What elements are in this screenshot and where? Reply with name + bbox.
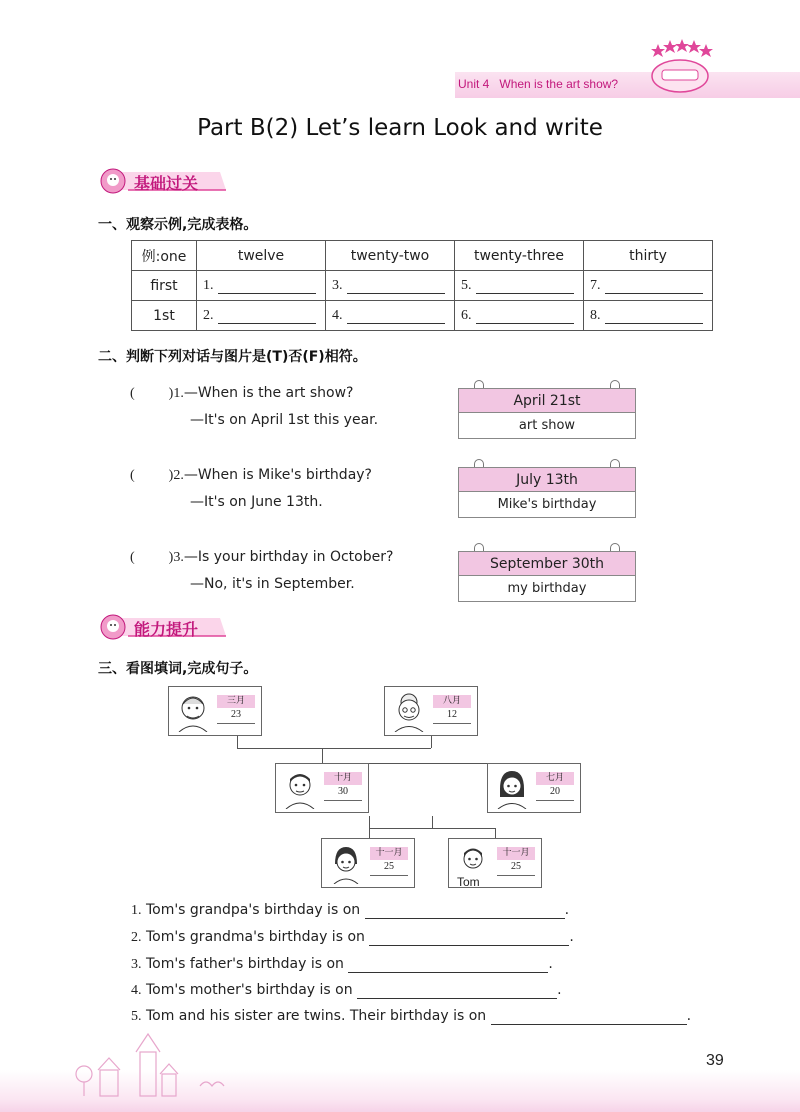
sentence-text: Tom's father's birthday is on xyxy=(145,956,344,972)
card-date: July 13th xyxy=(458,467,636,491)
birthday-calendar xyxy=(497,845,535,879)
date-card-1 xyxy=(458,382,636,437)
answer-blank[interactable] xyxy=(218,279,316,294)
unit-title: When is the art show? xyxy=(499,77,619,91)
answer-cell[interactable] xyxy=(584,271,713,301)
card-date: April 21st xyxy=(458,388,636,412)
page-title: Part B(2) Let’s learn Look and write xyxy=(197,115,603,141)
sentence-end: . xyxy=(548,956,553,972)
dialog-line: —Is your birthday in October? xyxy=(183,549,394,565)
answer-blank[interactable] xyxy=(357,984,557,999)
birthday-month: 八月 xyxy=(433,695,471,708)
sentence-text: Tom and his sister are twins. Their birthday is on xyxy=(145,1008,487,1024)
answer-cell[interactable] xyxy=(197,301,326,331)
tree-line xyxy=(431,736,432,748)
sentence-end: . xyxy=(564,902,570,918)
publisher-badge-icon xyxy=(640,38,720,96)
tree-line xyxy=(369,828,495,829)
q2-item-3-line2: —No, it's in September. xyxy=(190,576,355,592)
section-tag-advanced xyxy=(98,614,238,642)
answer-cell[interactable] xyxy=(197,271,326,301)
sister-face-icon xyxy=(326,842,366,884)
tree-line xyxy=(322,748,323,763)
answer-blank[interactable] xyxy=(347,279,445,294)
sentence-text: Tom's mother's birthday is on xyxy=(145,982,353,998)
birthday-month: 七月 xyxy=(536,772,574,785)
answer-blank[interactable] xyxy=(347,309,445,324)
table-row xyxy=(132,301,713,331)
birthday-day: 12 xyxy=(433,709,471,724)
birthday-day: 30 xyxy=(324,786,362,801)
tree-line xyxy=(495,828,496,838)
family-card-tom xyxy=(448,838,542,888)
card-date: September 30th xyxy=(458,551,636,575)
grandma-face-icon xyxy=(389,690,429,732)
q2-item-3-line1 xyxy=(130,549,393,566)
answer-cell[interactable] xyxy=(584,301,713,331)
unit-header xyxy=(458,77,618,91)
grandpa-face-icon xyxy=(173,690,213,732)
answer-blank[interactable] xyxy=(605,309,703,324)
q1-instruction: 一、观察示例,完成表格。 xyxy=(98,217,258,233)
dialog-line: —When is Mike's birthday? xyxy=(183,467,372,483)
answer-paren-open[interactable]: ( xyxy=(130,468,135,483)
table-header-cell: 例:one xyxy=(132,241,197,271)
sentence-text: Tom's grandpa's birthday is on xyxy=(145,902,361,918)
sentence-end: . xyxy=(686,1008,692,1024)
section-tag-basic xyxy=(98,168,238,196)
blank-number: 2. xyxy=(203,308,214,323)
blank-number: 6. xyxy=(461,308,472,323)
answer-blank[interactable] xyxy=(491,1010,687,1025)
answer-cell[interactable] xyxy=(455,271,584,301)
dialog-line: —When is the art show? xyxy=(183,385,354,401)
birthday-month: 三月 xyxy=(217,695,255,708)
table-header-cell: thirty xyxy=(584,241,713,271)
mother-face-icon xyxy=(492,767,532,809)
answer-blank[interactable] xyxy=(218,309,316,324)
q3-sentence-4 xyxy=(131,982,562,999)
sentence-number: 1. xyxy=(131,903,142,918)
answer-blank[interactable] xyxy=(369,931,569,946)
answer-paren-close: ) xyxy=(168,468,174,483)
answer-blank[interactable] xyxy=(348,958,548,973)
q2-item-1-line1 xyxy=(130,385,353,402)
table-header-row xyxy=(132,241,713,271)
table-header-cell: twenty-three xyxy=(455,241,584,271)
birthday-calendar xyxy=(217,693,255,727)
birthday-calendar xyxy=(324,770,362,804)
table-header-cell: twenty-two xyxy=(326,241,455,271)
answer-paren-open[interactable]: ( xyxy=(130,386,135,401)
tree-line xyxy=(432,816,433,828)
tree-line xyxy=(237,736,238,748)
section-tag-label: 能力提升 xyxy=(134,620,199,639)
blank-number: 3. xyxy=(332,278,343,293)
sentence-number: 4. xyxy=(131,983,142,998)
family-card-father xyxy=(275,763,369,813)
answer-blank[interactable] xyxy=(605,279,703,294)
date-card-3 xyxy=(458,545,636,600)
blank-number: 1. xyxy=(203,278,214,293)
date-card-2 xyxy=(458,461,636,516)
tom-name-label: Tom xyxy=(457,875,480,889)
blank-number: 8. xyxy=(590,308,601,323)
sentence-number: 2. xyxy=(131,930,142,945)
birthday-day: 25 xyxy=(497,861,535,876)
q3-instruction: 三、看图填词,完成句子。 xyxy=(98,661,258,677)
item-number: 1. xyxy=(173,386,184,401)
sentence-text: Tom's grandma's birthday is on xyxy=(145,929,365,945)
sentence-number: 3. xyxy=(131,957,142,972)
family-card-grandma xyxy=(384,686,478,736)
answer-blank[interactable] xyxy=(476,279,574,294)
tree-line xyxy=(369,828,370,838)
item-number: 3. xyxy=(173,550,184,565)
birthday-day: 20 xyxy=(536,786,574,801)
sentence-end: . xyxy=(557,982,562,998)
father-face-icon xyxy=(280,767,320,809)
card-event: Mike's birthday xyxy=(458,491,636,518)
row-label: first xyxy=(132,271,197,301)
family-card-grandpa xyxy=(168,686,262,736)
tree-line xyxy=(369,816,370,828)
q3-sentence-5 xyxy=(131,1008,691,1025)
family-card-sister xyxy=(321,838,415,888)
blank-number: 7. xyxy=(590,278,601,293)
page-number: 39 xyxy=(706,1052,724,1069)
q2-item-1-line2: —It's on April 1st this year. xyxy=(190,412,379,428)
card-event: art show xyxy=(458,412,636,439)
birthday-calendar xyxy=(536,770,574,804)
row-label: 1st xyxy=(132,301,197,331)
birthday-month: 十一月 xyxy=(497,847,535,860)
q3-sentence-1 xyxy=(131,902,569,919)
section-tag-label: 基础过关 xyxy=(134,174,199,193)
answer-paren-close: ) xyxy=(168,550,174,565)
answer-paren-close: ) xyxy=(168,386,174,401)
card-event: my birthday xyxy=(458,575,636,602)
tree-line xyxy=(237,748,431,749)
answer-blank[interactable] xyxy=(476,309,574,324)
birthday-calendar xyxy=(370,845,408,879)
answer-cell[interactable] xyxy=(326,301,455,331)
birthday-month: 十一月 xyxy=(370,847,408,860)
q3-sentence-3 xyxy=(131,956,553,973)
q2-instruction: 二、判断下列对话与图片是(T)否(F)相符。 xyxy=(98,349,367,365)
family-card-mother xyxy=(487,763,581,813)
answer-cell[interactable] xyxy=(455,301,584,331)
unit-number: Unit 4 xyxy=(458,77,490,91)
answer-paren-open[interactable]: ( xyxy=(130,550,135,565)
example-table xyxy=(131,240,713,331)
sentence-number: 5. xyxy=(131,1009,142,1024)
blank-number: 5. xyxy=(461,278,472,293)
birthday-month: 十月 xyxy=(324,772,362,785)
birthday-day: 23 xyxy=(217,709,255,724)
answer-cell[interactable] xyxy=(326,271,455,301)
table-header-cell: twelve xyxy=(197,241,326,271)
castle-decoration-icon xyxy=(70,1030,240,1100)
blank-number: 4. xyxy=(332,308,343,323)
birthday-calendar xyxy=(433,693,471,727)
q2-item-2-line2: —It's on June 13th. xyxy=(190,494,323,510)
table-row xyxy=(132,271,713,301)
item-number: 2. xyxy=(173,468,184,483)
answer-blank[interactable] xyxy=(365,904,565,919)
sentence-end: . xyxy=(569,929,574,945)
q2-item-2-line1 xyxy=(130,467,372,484)
birthday-day: 25 xyxy=(370,861,408,876)
q3-sentence-2 xyxy=(131,929,574,946)
